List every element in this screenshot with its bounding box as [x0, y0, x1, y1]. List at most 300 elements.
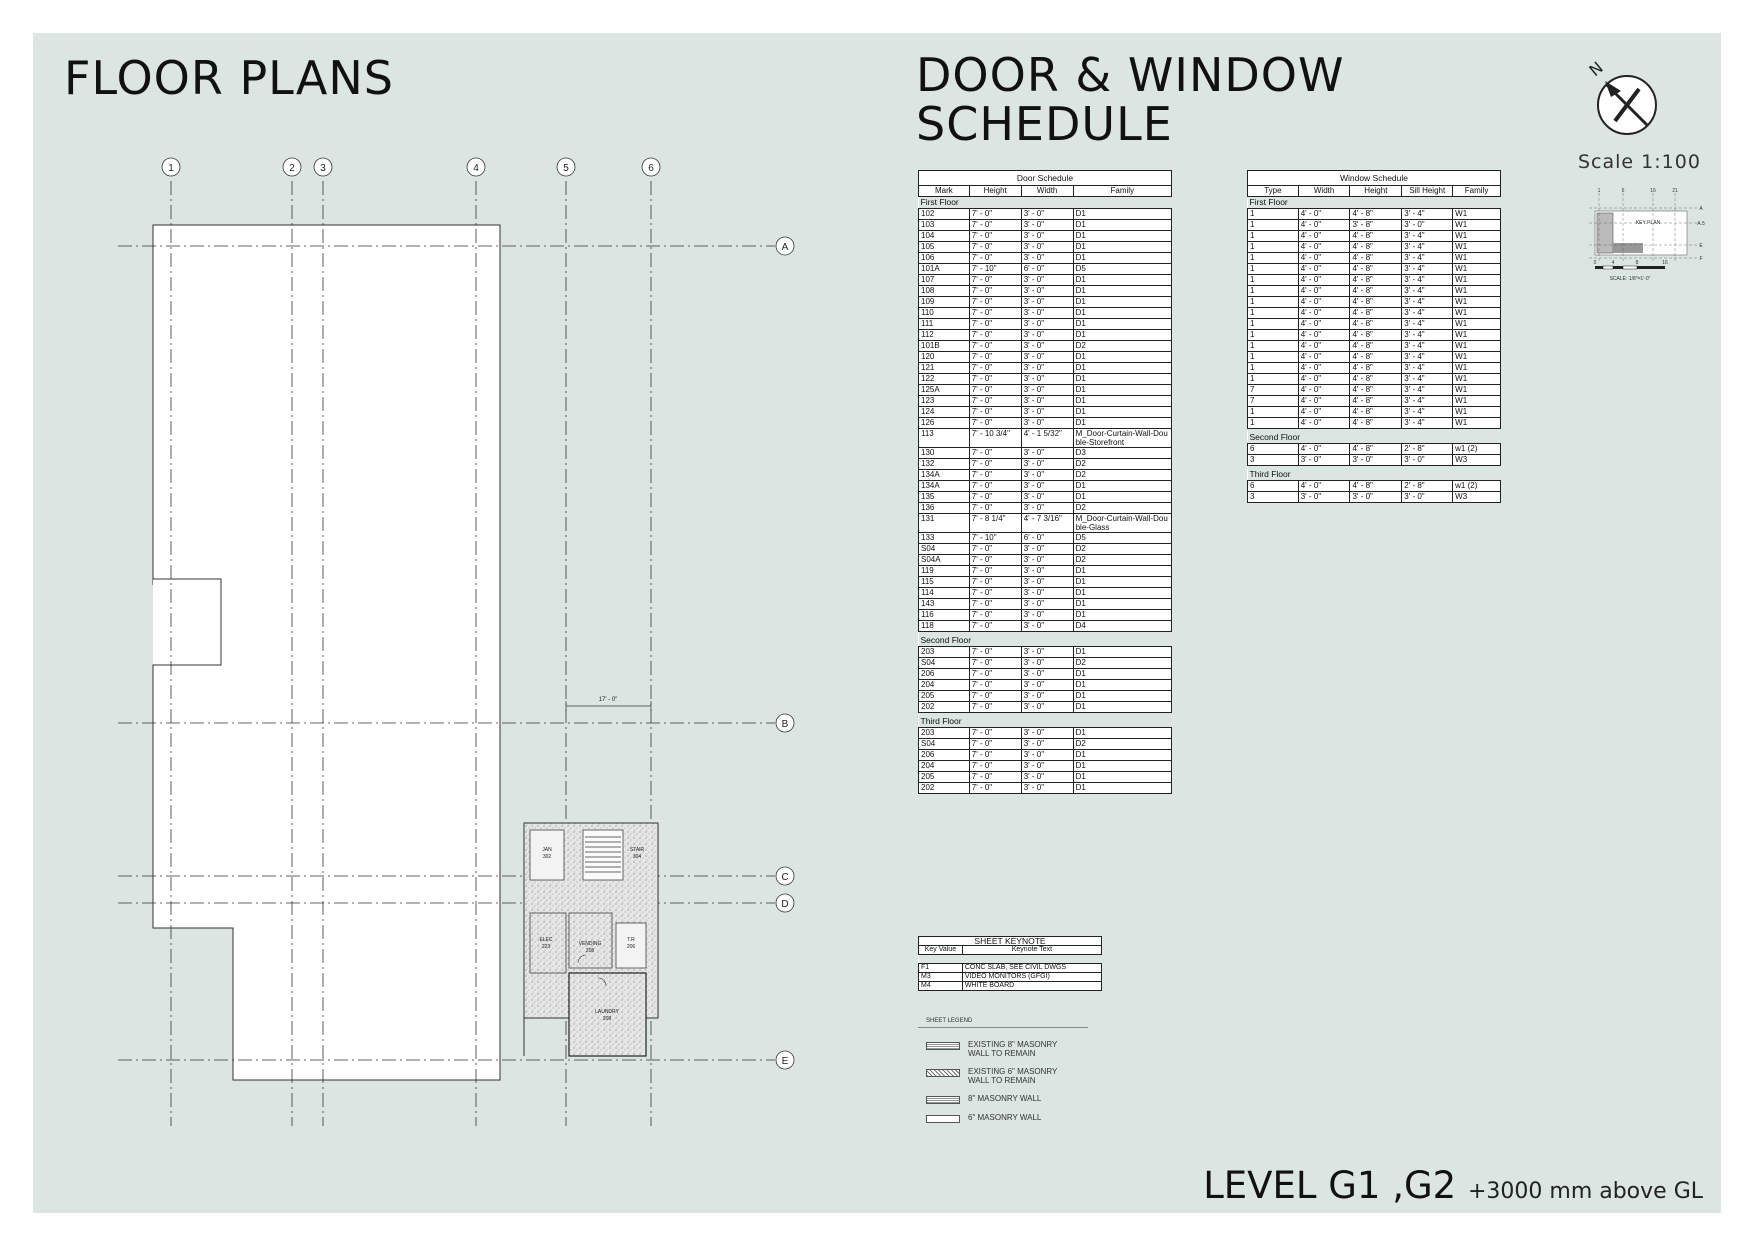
door-schedule-cell: 7' - 0" [969, 658, 1021, 669]
door-schedule-cell: M_Door-Curtain-Wall-Double-Storefront [1073, 429, 1171, 448]
door-schedule-column-header: Mark [919, 186, 970, 197]
keynote-row [919, 964, 1102, 973]
door-schedule-cell: D1 [1073, 308, 1171, 319]
window-schedule-cell: W1 [1453, 308, 1501, 319]
door-schedule-cell: 135 [919, 492, 970, 503]
schedule-title [916, 48, 1345, 151]
window-schedule-cell: 4' - 8" [1350, 481, 1402, 492]
window-schedule-header-row [1248, 186, 1501, 197]
door-schedule-cell: D2 [1073, 470, 1171, 481]
door-schedule-cell: D1 [1073, 407, 1171, 418]
grid-label-C: C [781, 872, 789, 883]
window-schedule-row [1248, 407, 1501, 418]
door-schedule-cell: D1 [1073, 680, 1171, 691]
window-schedule-cell: 4' - 0" [1298, 264, 1350, 275]
legend-text: 8" MASONRY WALL [968, 1094, 1042, 1103]
window-schedule-cell: 4' - 8" [1350, 264, 1402, 275]
door-schedule-cell: 104 [919, 231, 970, 242]
door-schedule-row [919, 418, 1172, 429]
door-schedule-cell: 3' - 0" [1021, 330, 1073, 341]
window-schedule-cell: 1 [1248, 308, 1299, 319]
door-schedule-cell: 7' - 0" [969, 772, 1021, 783]
door-schedule-row [919, 396, 1172, 407]
window-schedule-cell: W1 [1453, 396, 1501, 407]
room-number: 206 [626, 944, 636, 950]
keynote-title: SHEET KEYNOTE [919, 937, 1102, 946]
window-schedule-row [1248, 418, 1501, 429]
window-schedule-group-label: First Floor [1248, 197, 1501, 209]
window-schedule-column-header: Width [1298, 186, 1350, 197]
window-schedule-cell: 4' - 8" [1350, 253, 1402, 264]
window-schedule-cell: W1 [1453, 242, 1501, 253]
door-schedule-group-label: First Floor [919, 197, 1172, 209]
door-schedule-cell: 7' - 0" [969, 728, 1021, 739]
key-plan-scale-note: SCALE: 1/8"=1'-0" [1609, 276, 1651, 282]
window-schedule-row [1248, 242, 1501, 253]
door-schedule-row [919, 610, 1172, 621]
window-schedule-row [1248, 374, 1501, 385]
door-schedule-cell: D1 [1073, 772, 1171, 783]
window-schedule-cell: 4' - 8" [1350, 444, 1402, 455]
door-schedule-cell: 105 [919, 242, 970, 253]
window-schedule-cell: 3' - 0" [1402, 455, 1453, 466]
keynote-text: CONC SLAB, SEE CIVIL DWGS [962, 964, 1101, 973]
door-schedule-cell: 3' - 0" [1021, 363, 1073, 374]
door-schedule-cell: 3' - 0" [1021, 341, 1073, 352]
door-schedule-cell: 3' - 0" [1021, 286, 1073, 297]
door-schedule-cell: 7' - 0" [969, 242, 1021, 253]
door-schedule-cell: 126 [919, 418, 970, 429]
door-schedule-row [919, 702, 1172, 713]
window-schedule-cell: 4' - 0" [1298, 319, 1350, 330]
room-number: 208 [585, 948, 595, 954]
window-schedule-cell: 3' - 0" [1402, 220, 1453, 231]
grid-label-A: A [781, 242, 789, 253]
door-schedule-row [919, 503, 1172, 514]
door-schedule-row [919, 514, 1172, 533]
door-schedule-row [919, 647, 1172, 658]
door-schedule-cell: 3' - 0" [1021, 647, 1073, 658]
door-schedule-row [919, 481, 1172, 492]
legend-item [918, 1113, 1088, 1123]
window-schedule-cell: 4' - 0" [1298, 253, 1350, 264]
window-schedule-title: Window Schedule [1248, 171, 1501, 186]
legend-item [918, 1094, 1088, 1104]
door-schedule-cell: D5 [1073, 264, 1171, 275]
north-label: N [1585, 57, 1607, 81]
door-schedule-cell: 7' - 0" [969, 647, 1021, 658]
door-schedule-cell: 3' - 0" [1021, 658, 1073, 669]
door-schedule-cell: 3' - 0" [1021, 772, 1073, 783]
door-schedule-cell: 7' - 0" [969, 275, 1021, 286]
key-plan-grid: A [1699, 206, 1703, 212]
window-schedule-cell: 3' - 0" [1402, 492, 1453, 503]
door-schedule-group-label: Second Floor [919, 635, 1172, 647]
door-schedule-cell: 3' - 0" [1021, 385, 1073, 396]
door-schedule-cell: 3' - 0" [1021, 352, 1073, 363]
room-name: LAUNDRY [595, 1009, 619, 1015]
keynote-key: M4 [919, 982, 963, 991]
door-schedule-column-header: Height [969, 186, 1021, 197]
window-schedule-cell: 6 [1248, 444, 1299, 455]
key-plan-tick: 0 [1593, 260, 1597, 266]
door-schedule-cell: 7' - 0" [969, 783, 1021, 794]
door-schedule-cell: 108 [919, 286, 970, 297]
window-schedule-cell: 4' - 8" [1350, 374, 1402, 385]
door-schedule-cell: 7' - 0" [969, 407, 1021, 418]
window-schedule-group-label: Second Floor [1248, 432, 1501, 444]
door-schedule-cell: 3' - 0" [1021, 396, 1073, 407]
door-schedule-cell: D1 [1073, 610, 1171, 621]
door-schedule-cell: D1 [1073, 385, 1171, 396]
window-schedule-row [1248, 319, 1501, 330]
door-schedule-cell: 3' - 0" [1021, 728, 1073, 739]
door-schedule-cell: S04 [919, 544, 970, 555]
door-schedule-cell: 7' - 0" [969, 374, 1021, 385]
key-plan-tick: 16 [1662, 260, 1668, 266]
door-schedule-row [919, 242, 1172, 253]
window-schedule-cell: W1 [1453, 220, 1501, 231]
window-schedule-cell: W1 [1453, 385, 1501, 396]
window-schedule-cell: 3' - 4" [1402, 209, 1453, 220]
window-schedule-cell: 1 [1248, 253, 1299, 264]
window-schedule-cell: 3' - 0" [1298, 455, 1350, 466]
legend-swatch [926, 1069, 960, 1077]
window-schedule-row [1248, 209, 1501, 220]
legend-swatch [926, 1042, 960, 1050]
window-schedule-row [1248, 385, 1501, 396]
window-schedule-row [1248, 220, 1501, 231]
grid-label-3: 3 [320, 163, 326, 174]
window-schedule-group-label: Third Floor [1248, 469, 1501, 481]
door-schedule-cell: D2 [1073, 503, 1171, 514]
door-schedule-cell: S04 [919, 739, 970, 750]
door-schedule-cell: 103 [919, 220, 970, 231]
door-schedule-row [919, 728, 1172, 739]
window-schedule-row [1248, 253, 1501, 264]
door-schedule-cell: 202 [919, 783, 970, 794]
door-schedule-cell: D1 [1073, 577, 1171, 588]
window-schedule-cell: 1 [1248, 275, 1299, 286]
door-schedule-cell: 134A [919, 470, 970, 481]
door-schedule-row [919, 492, 1172, 503]
door-schedule-column-header: Width [1021, 186, 1073, 197]
window-schedule-cell: 4' - 0" [1298, 407, 1350, 418]
room-name: STAIR [629, 847, 645, 853]
building-outline-notch [153, 579, 221, 665]
window-schedule-table [1247, 170, 1501, 503]
window-schedule-cell: 4' - 0" [1298, 297, 1350, 308]
window-schedule-row [1248, 352, 1501, 363]
window-schedule-cell: 4' - 0" [1298, 396, 1350, 407]
door-schedule-cell: 7' - 10" [969, 264, 1021, 275]
window-schedule-row [1248, 308, 1501, 319]
door-schedule-cell: 121 [919, 363, 970, 374]
door-schedule-cell: 7' - 0" [969, 503, 1021, 514]
window-schedule-cell: 1 [1248, 286, 1299, 297]
window-schedule-cell: 4' - 8" [1350, 275, 1402, 286]
door-schedule-cell: 7' - 0" [969, 319, 1021, 330]
door-schedule-cell: 3' - 0" [1021, 319, 1073, 330]
door-schedule-cell: D1 [1073, 330, 1171, 341]
door-schedule-row [919, 544, 1172, 555]
door-schedule-cell: 202 [919, 702, 970, 713]
window-schedule-row [1248, 297, 1501, 308]
door-schedule-cell: 7' - 0" [969, 220, 1021, 231]
window-schedule-cell: 4' - 0" [1298, 231, 1350, 242]
keynote-text: VIDEO MONITORS (GFGI) [962, 973, 1101, 982]
window-schedule-cell: 4' - 0" [1298, 286, 1350, 297]
door-schedule-cell: D1 [1073, 253, 1171, 264]
door-schedule-cell: 133 [919, 533, 970, 544]
door-schedule-cell: D1 [1073, 566, 1171, 577]
door-schedule-cell: D1 [1073, 783, 1171, 794]
window-schedule-row [1248, 264, 1501, 275]
window-schedule-cell: W1 [1453, 253, 1501, 264]
door-schedule-cell: 3' - 0" [1021, 783, 1073, 794]
window-schedule-cell: 3' - 4" [1402, 231, 1453, 242]
door-schedule-cell: 125A [919, 385, 970, 396]
sheet-keynote-table [918, 936, 1102, 991]
door-schedule-cell: D1 [1073, 728, 1171, 739]
door-schedule-cell: 102 [919, 209, 970, 220]
door-schedule-cell: 203 [919, 728, 970, 739]
door-schedule-cell: 7' - 0" [969, 418, 1021, 429]
door-schedule-cell: 3' - 0" [1021, 503, 1073, 514]
door-schedule-cell: D1 [1073, 492, 1171, 503]
window-schedule-cell: W3 [1453, 455, 1501, 466]
door-schedule-cell: 3' - 0" [1021, 448, 1073, 459]
door-schedule-cell: 203 [919, 647, 970, 658]
door-schedule-cell: 3' - 0" [1021, 220, 1073, 231]
door-schedule-cell: 3' - 0" [1021, 209, 1073, 220]
door-schedule-cell: 7' - 0" [969, 566, 1021, 577]
door-schedule-cell: D1 [1073, 363, 1171, 374]
door-schedule-cell: 123 [919, 396, 970, 407]
door-schedule-cell: 3' - 0" [1021, 297, 1073, 308]
window-schedule-cell: 4' - 8" [1350, 308, 1402, 319]
legend-title: SHEET LEGEND [918, 1018, 1088, 1028]
door-schedule-cell: D2 [1073, 459, 1171, 470]
door-schedule-cell: 3' - 0" [1021, 761, 1073, 772]
door-schedule-cell: 3' - 0" [1021, 610, 1073, 621]
window-schedule-column-header: Sill Height [1402, 186, 1453, 197]
door-schedule-cell: 7' - 0" [969, 588, 1021, 599]
door-schedule-cell: 113 [919, 429, 970, 448]
door-schedule-cell: 3' - 0" [1021, 275, 1073, 286]
window-schedule-cell: 4' - 0" [1298, 275, 1350, 286]
door-schedule-cell: D1 [1073, 242, 1171, 253]
window-schedule-group-row [1248, 432, 1501, 444]
door-schedule-cell: D1 [1073, 286, 1171, 297]
window-schedule-cell: 4' - 8" [1350, 319, 1402, 330]
door-schedule-row [919, 352, 1172, 363]
door-schedule-row [919, 459, 1172, 470]
door-schedule-cell: D1 [1073, 669, 1171, 680]
window-schedule-cell: 1 [1248, 407, 1299, 418]
door-schedule-cell: 106 [919, 253, 970, 264]
door-schedule-row [919, 772, 1172, 783]
door-schedule-cell: 3' - 0" [1021, 407, 1073, 418]
door-schedule-cell: 3' - 0" [1021, 459, 1073, 470]
door-schedule-cell: 7' - 0" [969, 481, 1021, 492]
door-schedule-cell: 7' - 0" [969, 308, 1021, 319]
door-schedule-cell: M_Door-Curtain-Wall-Double-Glass [1073, 514, 1171, 533]
key-plan-grid: 21 [1672, 188, 1678, 194]
window-schedule-cell: 4' - 0" [1298, 374, 1350, 385]
grid-label-1: 1 [168, 163, 174, 174]
door-schedule-cell: D2 [1073, 341, 1171, 352]
door-schedule-cell: 7' - 0" [969, 680, 1021, 691]
drawing-sheet [33, 33, 1721, 1213]
grid-bubbles-vertical [162, 158, 660, 176]
floor-plans-title: FLOOR PLANS [64, 51, 394, 105]
window-schedule-cell: 1 [1248, 220, 1299, 231]
door-schedule-cell: 115 [919, 577, 970, 588]
door-schedule-cell: D5 [1073, 533, 1171, 544]
door-schedule-row [919, 385, 1172, 396]
key-plan-label: KEY PLAN [1635, 220, 1661, 226]
door-schedule-header-row [919, 186, 1172, 197]
door-schedule-cell: 122 [919, 374, 970, 385]
window-schedule-cell: w1 (2) [1453, 481, 1501, 492]
window-schedule-cell: 4' - 0" [1298, 341, 1350, 352]
door-schedule-cell: 101A [919, 264, 970, 275]
door-schedule-row [919, 470, 1172, 481]
keynote-col-header: Keynote Text [962, 946, 1101, 955]
window-schedule-cell: 3 [1248, 492, 1299, 503]
door-schedule-cell: D1 [1073, 352, 1171, 363]
window-schedule-cell: 1 [1248, 264, 1299, 275]
window-schedule-cell: 6 [1248, 481, 1299, 492]
door-schedule-cell: 3' - 0" [1021, 739, 1073, 750]
door-schedule-cell: D2 [1073, 555, 1171, 566]
window-schedule-cell: W1 [1453, 231, 1501, 242]
door-schedule-cell: 3' - 0" [1021, 588, 1073, 599]
door-schedule-cell: 120 [919, 352, 970, 363]
door-schedule-cell: 132 [919, 459, 970, 470]
window-schedule-row [1248, 455, 1501, 466]
door-schedule-cell: 7' - 10" [969, 533, 1021, 544]
door-schedule-cell: 110 [919, 308, 970, 319]
door-schedule-cell: 7' - 0" [969, 669, 1021, 680]
door-schedule-cell: 3' - 0" [1021, 374, 1073, 385]
door-schedule-cell: S04 [919, 658, 970, 669]
window-schedule-cell: 4' - 8" [1350, 231, 1402, 242]
window-schedule-row [1248, 481, 1501, 492]
door-schedule-cell: D3 [1073, 448, 1171, 459]
door-schedule-cell: 7' - 0" [969, 702, 1021, 713]
window-schedule-cell: 3' - 4" [1402, 385, 1453, 396]
door-schedule-row [919, 209, 1172, 220]
scale-label: Scale 1:100 [1578, 151, 1701, 173]
window-schedule-cell: 3' - 4" [1402, 297, 1453, 308]
door-schedule-cell: D2 [1073, 658, 1171, 669]
window-schedule-row [1248, 396, 1501, 407]
legend-text: 6" MASONRY WALL [968, 1113, 1042, 1122]
window-schedule-cell: 1 [1248, 330, 1299, 341]
dimension-text: 17' - 0" [598, 697, 618, 703]
window-schedule-cell: 4' - 8" [1350, 286, 1402, 297]
window-schedule-cell: 3' - 8" [1350, 220, 1402, 231]
door-schedule-cell: 136 [919, 503, 970, 514]
window-schedule-cell: 3' - 0" [1298, 492, 1350, 503]
door-schedule-row [919, 220, 1172, 231]
sheet-legend [918, 1018, 1088, 1132]
window-schedule-group-row [1248, 197, 1501, 209]
door-schedule-cell: 143 [919, 599, 970, 610]
window-schedule-cell: W1 [1453, 264, 1501, 275]
window-schedule-cell: 4' - 8" [1350, 418, 1402, 429]
door-schedule-cell: 7' - 8 1/4" [969, 514, 1021, 533]
door-schedule-row [919, 783, 1172, 794]
window-schedule-cell: 3' - 4" [1402, 330, 1453, 341]
window-schedule-row [1248, 330, 1501, 341]
window-schedule-cell: 2' - 8" [1402, 481, 1453, 492]
door-schedule-cell: D1 [1073, 691, 1171, 702]
door-schedule-group-row [919, 197, 1172, 209]
window-schedule-cell: 3' - 0" [1350, 492, 1402, 503]
door-schedule-cell: 3' - 0" [1021, 669, 1073, 680]
door-schedule-row [919, 275, 1172, 286]
window-schedule-cell: 1 [1248, 242, 1299, 253]
schedule-title-line2: SCHEDULE [916, 97, 1173, 151]
window-schedule-cell: 4' - 0" [1298, 308, 1350, 319]
door-schedule-column-header: Family [1073, 186, 1171, 197]
legend-item [918, 1067, 1088, 1085]
keynote-col-header: Key Value [919, 946, 963, 955]
window-schedule-cell: 4' - 0" [1298, 363, 1350, 374]
window-schedule-cell: W1 [1453, 297, 1501, 308]
level-title [1203, 1164, 1703, 1207]
door-schedule-cell: 134A [919, 481, 970, 492]
grid-label-4: 4 [473, 163, 479, 174]
door-schedule-cell: 101B [919, 341, 970, 352]
door-schedule-cell: 3' - 0" [1021, 566, 1073, 577]
door-schedule-cell: 116 [919, 610, 970, 621]
keynote-row [919, 982, 1102, 991]
door-schedule-cell: 3' - 0" [1021, 577, 1073, 588]
door-schedule-cell: D1 [1073, 418, 1171, 429]
door-schedule-title-row [919, 171, 1172, 186]
window-schedule-cell: 3' - 4" [1402, 418, 1453, 429]
window-schedule-cell: 4' - 8" [1350, 242, 1402, 253]
door-schedule-cell: 7' - 0" [969, 352, 1021, 363]
door-schedule-row [919, 750, 1172, 761]
key-plan-grid: E [1699, 243, 1703, 249]
door-schedule-cell: 205 [919, 691, 970, 702]
door-schedule-row [919, 297, 1172, 308]
door-schedule-cell: 6' - 0" [1021, 533, 1073, 544]
window-schedule-cell: 3' - 4" [1402, 341, 1453, 352]
door-schedule-cell: 7' - 0" [969, 341, 1021, 352]
door-schedule-cell: 3' - 0" [1021, 621, 1073, 632]
door-schedule-row [919, 599, 1172, 610]
door-schedule-row [919, 566, 1172, 577]
window-schedule-cell: 1 [1248, 341, 1299, 352]
window-schedule-cell: 3' - 4" [1402, 308, 1453, 319]
window-schedule-cell: W1 [1453, 418, 1501, 429]
window-schedule-cell: 4' - 0" [1298, 418, 1350, 429]
door-schedule-cell: D1 [1073, 275, 1171, 286]
door-schedule-row [919, 264, 1172, 275]
door-schedule-cell: 3' - 0" [1021, 555, 1073, 566]
door-schedule-row [919, 577, 1172, 588]
door-schedule-cell: 7' - 0" [969, 739, 1021, 750]
keynote-key: F1 [919, 964, 963, 973]
door-schedule-cell: 131 [919, 514, 970, 533]
door-schedule-row [919, 374, 1172, 385]
